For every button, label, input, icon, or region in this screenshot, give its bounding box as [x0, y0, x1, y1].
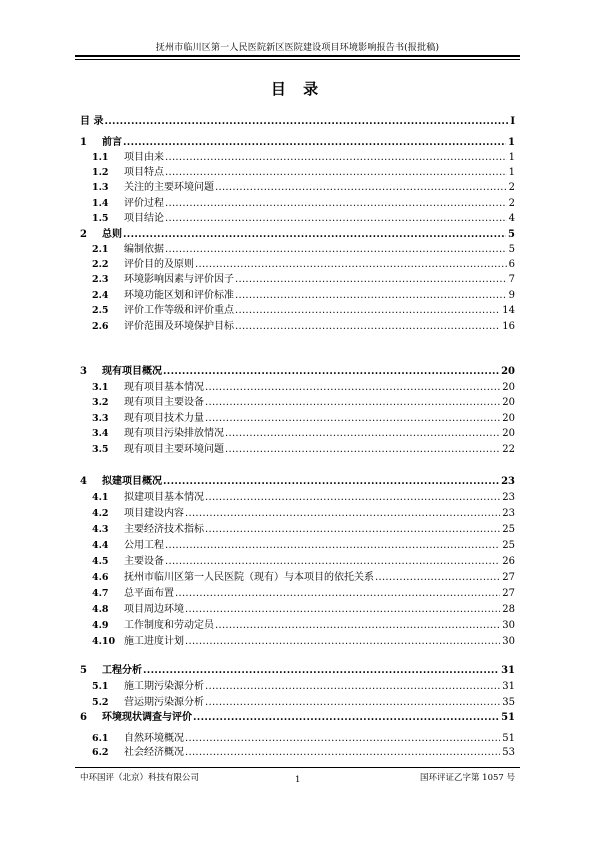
toc-section-entry[interactable] [92, 696, 515, 709]
toc-entry-number: 5.2 [92, 697, 109, 708]
toc-entry-number: 4.7 [92, 588, 109, 599]
toc-leader-dots [195, 258, 507, 271]
toc-leader-dots [225, 427, 500, 440]
toc-entry-title: 评价过程 [124, 198, 164, 209]
toc-entry-page: 28 [502, 604, 515, 615]
toc-entry-number: 5.1 [92, 681, 109, 692]
toc-entry-page: 31 [502, 681, 515, 692]
toc-entry-page: 23 [501, 476, 515, 487]
toc-entry-number: 4.6 [92, 572, 109, 583]
toc-entry-number: 1.1 [92, 152, 109, 163]
toc-leader-dots [143, 664, 499, 677]
toc-entry-title: 主要经济技术指标 [124, 524, 204, 535]
toc-entry-number: 6.2 [92, 747, 109, 758]
toc-entry-page: 14 [502, 305, 515, 316]
toc-section-entry[interactable] [92, 491, 515, 504]
toc-entry-number: 1 [80, 137, 87, 148]
toc-section-entry[interactable] [92, 289, 515, 302]
toc-entry-number: 6 [80, 712, 87, 723]
toc-entry-page: 35 [502, 697, 515, 708]
toc-entry-page: 16 [502, 321, 515, 332]
toc-chapter-entry[interactable] [80, 228, 515, 241]
toc-leader-dots [205, 396, 500, 409]
toc-entry-page: 23 [502, 492, 515, 503]
toc-entry-number: 3.1 [92, 382, 109, 393]
toc-entry-title: 自然环境概况 [124, 733, 184, 744]
toc-leader-dots [205, 696, 500, 709]
toc-section-entry[interactable] [92, 523, 515, 536]
footer-page-number: 1 [295, 775, 301, 785]
toc-section-entry[interactable] [92, 381, 515, 394]
toc-entry-number: 4.3 [92, 524, 109, 535]
toc-leader-dots [205, 680, 500, 693]
toc-entry-number: 2.3 [92, 274, 109, 285]
toc-chapter-entry[interactable] [80, 711, 515, 724]
toc-leader-dots [185, 507, 500, 520]
toc-entry-page: 26 [502, 556, 515, 567]
toc-leader-dots [175, 587, 500, 600]
toc-entry-page: 9 [508, 290, 515, 301]
toc-chapter-entry[interactable] [80, 365, 515, 378]
toc-entry-title: 总平面布置 [124, 588, 174, 599]
header-rule-thick [75, 55, 520, 57]
toc-entry-title: 项目建设内容 [124, 508, 184, 519]
header-rule-thin [75, 59, 520, 60]
toc-entry-title: 现有项目污染排放情况 [124, 428, 224, 439]
toc-entry-title: 环境现状调查与评价 [102, 712, 192, 723]
toc-chapter-entry[interactable] [80, 475, 515, 488]
toc-entry-title: 拟建项目基本情况 [124, 492, 204, 503]
toc-entry-page: 4 [508, 213, 515, 224]
toc-entry-title: 现有项目主要设备 [124, 397, 204, 408]
toc-entry-number: 1.5 [92, 213, 109, 224]
toc-leader-dots [163, 475, 499, 488]
toc-entry-number: 3 [80, 366, 87, 377]
toc-entry-title: 现有项目技术力量 [124, 413, 204, 424]
toc-section-entry[interactable] [92, 603, 515, 616]
toc-entry-title: 施工进度计划 [124, 636, 184, 647]
toc-entry-title: 现有项目基本情况 [124, 382, 204, 393]
toc-entry-number: 3.4 [92, 428, 109, 439]
toc-entry-number: 1.3 [92, 182, 109, 193]
toc-entry-page: 20 [501, 366, 515, 377]
toc-section-entry[interactable] [92, 680, 515, 693]
toc-entry-page: 7 [508, 274, 515, 285]
toc-section-entry[interactable] [92, 151, 515, 164]
toc-leader-dots [165, 151, 507, 164]
toc-entry-title: 环境影响因素与评价因子 [124, 274, 234, 285]
toc-entry-title: 前言 [102, 137, 122, 148]
toc-section-entry[interactable] [92, 732, 515, 745]
footer-certificate: 国环评证乙字第 1057 号 [419, 773, 515, 783]
toc-entry-title: 工作制度和劳动定员 [124, 620, 214, 631]
toc-leader-dots [165, 243, 507, 256]
toc-section-entry[interactable] [92, 212, 515, 225]
toc-entry-page: 53 [502, 747, 515, 758]
toc-entry-page: 51 [501, 712, 515, 723]
toc-section-entry[interactable] [92, 396, 515, 409]
toc-entry-page: 27 [502, 572, 515, 583]
toc-entry-page: 25 [502, 540, 515, 551]
toc-leader-dots [235, 304, 500, 317]
toc-section-entry[interactable] [92, 507, 515, 520]
toc-entry-page: 1 [508, 167, 515, 178]
toc-leader-dots [205, 381, 500, 394]
toc-entry-number: 4.5 [92, 556, 109, 567]
toc-section-entry[interactable] [92, 197, 515, 210]
toc-entry-page: 20 [502, 428, 515, 439]
toc-entry-page: 1 [508, 137, 515, 148]
toc-leader-dots [185, 732, 500, 745]
toc-entry-title: 关注的主要环境问题 [124, 182, 214, 193]
toc-section-entry[interactable] [92, 443, 515, 456]
toc-leader-dots [185, 635, 500, 648]
toc-entry-page: 2 [508, 182, 515, 193]
toc-entry-page: 1 [508, 152, 515, 163]
toc-section-entry[interactable] [92, 587, 515, 600]
toc-section-entry[interactable] [92, 320, 515, 333]
toc-entry-title: 环境功能区划和评价标准 [124, 290, 234, 301]
toc-entry-title: 主要设备 [124, 556, 164, 567]
toc-leader-dots [235, 289, 507, 302]
toc-leader-dots [235, 273, 507, 286]
toc-leader-dots [123, 228, 506, 241]
toc-entry-number: 4.2 [92, 508, 109, 519]
page-title: 目 录 [270, 80, 325, 98]
toc-entry-title: 工程分析 [102, 665, 142, 676]
footer-company: 中环国评（北京）科技有限公司 [80, 773, 200, 783]
toc-entry-number: 4.1 [92, 492, 109, 503]
toc-entry-page: 20 [502, 382, 515, 393]
toc-leader-dots [193, 711, 499, 724]
toc-entry-title: 评价目的及原则 [124, 259, 194, 270]
toc-entry-number: 4.10 [92, 636, 116, 647]
toc-entry-number: 3.2 [92, 397, 109, 408]
toc-entry-number: 5 [80, 665, 87, 676]
toc-section-entry[interactable] [92, 539, 515, 552]
toc-leader-dots [165, 539, 500, 552]
toc-leader-dots [225, 443, 500, 456]
toc-section-entry[interactable] [92, 166, 515, 179]
toc-chapter-entry[interactable] [80, 664, 515, 677]
toc-entry-page: 2 [508, 198, 515, 209]
toc-chapter-entry[interactable] [80, 136, 515, 149]
toc-entry-title: 公用工程 [124, 540, 164, 551]
toc-section-entry[interactable] [92, 427, 515, 440]
toc-entry-number: 目 录 [80, 116, 104, 127]
toc-entry-number: 2.4 [92, 290, 109, 301]
toc-entry-title: 项目结论 [124, 213, 164, 224]
toc-entry-page: 22 [502, 444, 515, 455]
toc-section-entry[interactable] [92, 243, 515, 256]
toc-section-entry[interactable] [92, 571, 515, 584]
toc-section-entry[interactable] [92, 619, 515, 632]
toc-entry-title: 施工期污染源分析 [124, 681, 204, 692]
toc-entry-title: 营运期污染源分析 [124, 697, 204, 708]
toc-entry-number: 4 [80, 476, 87, 487]
toc-entry-page: 51 [502, 733, 515, 744]
toc-entry-page: 25 [502, 524, 515, 535]
toc-entry-title: 项目周边环境 [124, 604, 184, 615]
toc-entry-number: 2.2 [92, 259, 109, 270]
toc-section-entry[interactable] [92, 555, 515, 568]
toc-leader-dots [235, 320, 500, 333]
toc-entry-page: 5 [508, 244, 515, 255]
toc-leader-dots [165, 166, 507, 179]
running-header: 抚州市临川区第一人民医院新区医院建设项目环境影响报告书(报批稿) [155, 43, 440, 53]
toc-entry-page: 5 [508, 229, 515, 240]
toc-entry-title: 现有项目概况 [102, 366, 162, 377]
toc-entry-title: 社会经济概况 [124, 747, 184, 758]
toc-entry-number: 3.5 [92, 444, 109, 455]
toc-entry-number: 2.5 [92, 305, 109, 316]
toc-section-entry[interactable] [92, 635, 515, 648]
toc-leader-dots [165, 212, 507, 225]
toc-entry-page: 20 [502, 413, 515, 424]
toc-leader-dots [165, 555, 500, 568]
footer-rule [75, 767, 520, 768]
toc-entry-page: 30 [502, 620, 515, 631]
toc-entry-page: 31 [501, 665, 515, 676]
toc-entry-page: I [510, 116, 515, 127]
toc-entry-number: 4.9 [92, 620, 109, 631]
toc-entry-page: 30 [502, 636, 515, 647]
toc-leader-dots [104, 115, 508, 128]
toc-entry-title: 项目由来 [124, 152, 164, 163]
toc-leader-dots [215, 181, 507, 194]
toc-chapter-entry[interactable] [80, 115, 515, 128]
toc-entry-number: 2.1 [92, 244, 109, 255]
toc-leader-dots [375, 571, 500, 584]
toc-leader-dots [205, 523, 500, 536]
toc-section-entry[interactable] [92, 181, 515, 194]
toc-entry-number: 6.1 [92, 733, 109, 744]
toc-entry-number: 4.4 [92, 540, 109, 551]
toc-entry-number: 4.8 [92, 604, 109, 615]
toc-entry-number: 1.2 [92, 167, 109, 178]
toc-entry-title: 评价工作等级和评价重点 [124, 305, 234, 316]
toc-entry-number: 1.4 [92, 198, 109, 209]
toc-leader-dots [205, 491, 500, 504]
toc-entry-title: 拟建项目概况 [102, 476, 162, 487]
toc-entry-number: 2 [80, 229, 87, 240]
toc-entry-title: 现有项目主要环境问题 [124, 444, 224, 455]
toc-section-entry[interactable] [92, 746, 515, 759]
toc-section-entry[interactable] [92, 258, 515, 271]
toc-leader-dots [163, 365, 499, 378]
toc-entry-page: 23 [502, 508, 515, 519]
toc-section-entry[interactable] [92, 304, 515, 317]
toc-entry-page: 27 [502, 588, 515, 599]
toc-leader-dots [205, 412, 500, 425]
toc-section-entry[interactable] [92, 412, 515, 425]
toc-entry-page: 6 [508, 259, 515, 270]
toc-leader-dots [123, 136, 506, 149]
toc-entry-title: 抚州市临川区第一人民医院（现有）与本项目的依托关系 [124, 572, 374, 583]
toc-entry-page: 20 [502, 397, 515, 408]
toc-leader-dots [215, 619, 500, 632]
toc-entry-number: 2.6 [92, 321, 109, 332]
toc-entry-title: 项目特点 [124, 167, 164, 178]
toc-leader-dots [185, 746, 500, 759]
toc-entry-title: 总则 [102, 229, 122, 240]
toc-leader-dots [165, 197, 507, 210]
toc-entry-title: 编制依据 [124, 244, 164, 255]
toc-leader-dots [185, 603, 500, 616]
toc-section-entry[interactable] [92, 273, 515, 286]
toc-entry-number: 3.3 [92, 413, 109, 424]
toc-entry-title: 评价范围及环境保护目标 [124, 321, 234, 332]
